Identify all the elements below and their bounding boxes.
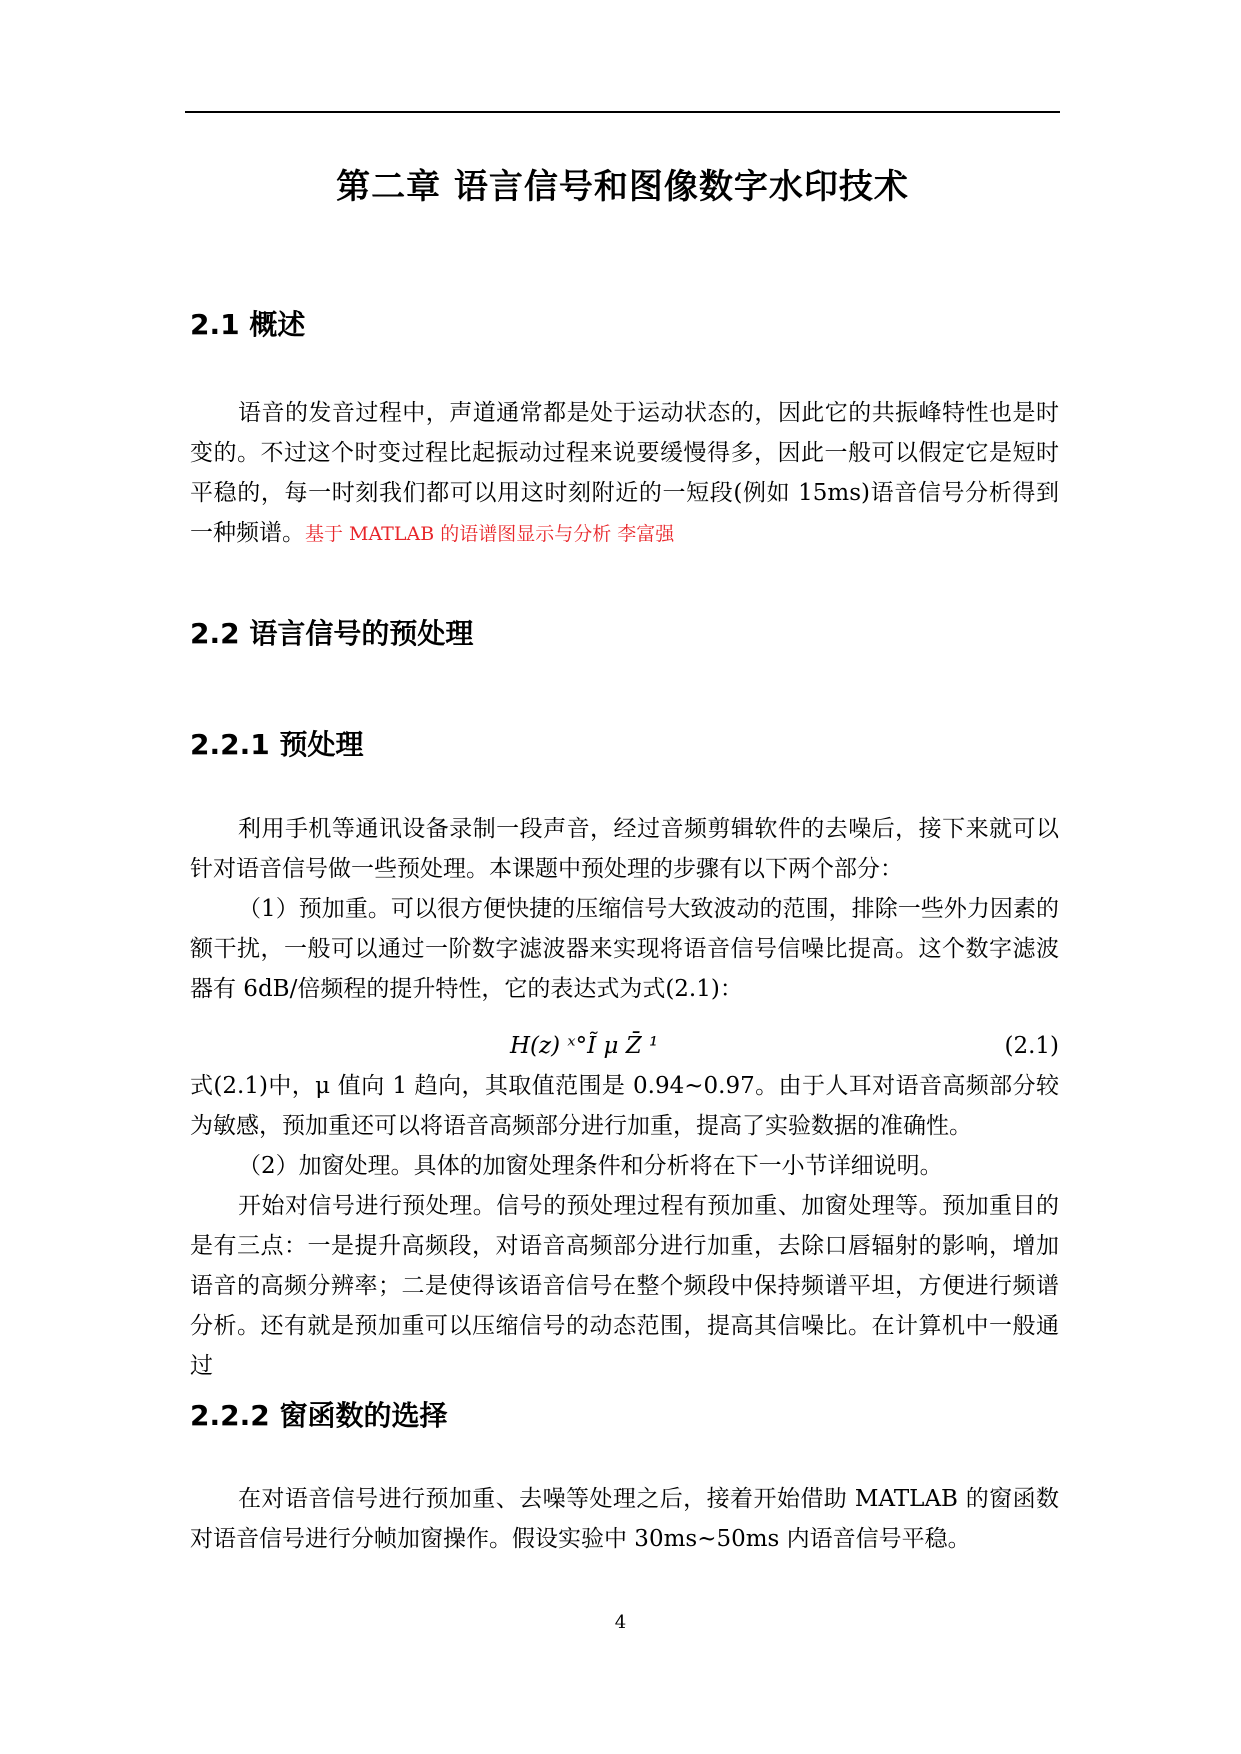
- paragraph-windowing-item: （2）加窗处理。具体的加窗处理条件和分析将在下一小节详细说明。: [238, 1153, 943, 1179]
- section-heading-2-2-2: 2.2.2 窗函数的选择: [190, 1399, 448, 1432]
- section-heading-2-2-1: 2.2.1 预处理: [190, 728, 364, 761]
- header-rule: [185, 111, 1060, 113]
- reference-note: 基于 MATLAB 的语谱图显示与分析 李富强: [305, 523, 675, 545]
- paragraph-overview-text: 语音的发音过程中，声道通常都是处于运动状态的，因此它的共振峰特性也是时变的。不过这个时变过程比起振动过程来说要缓慢得多，因此一般可以假定它是短时平稳的，每一时刻我们都可以用这时刻附近的一短段(例如 15ms)语音信号分析得到一种频谱。: [190, 400, 1059, 546]
- formula-number: (2.1): [1004, 1033, 1059, 1059]
- paragraph-window-function: 在对语音信号进行预加重、去噪等处理之后，接着开始借助 MATLAB 的窗函数对语音信号进行分帧加窗操作。假设实验中 30ms~50ms 内语音信号平稳。: [190, 1486, 1059, 1552]
- paragraph-formula-explanation: 式(2.1)中，μ 值向 1 趋向，其取值范围是 0.94~0.97。由于人耳对语音高频部分较为敏感，预加重还可以将语音高频部分进行加重，提高了实验数据的准确性。: [190, 1073, 1059, 1139]
- chapter-title: 第二章 语言信号和图像数字水印技术: [336, 167, 909, 207]
- paragraph-preprocessing: 开始对信号进行预处理。信号的预处理过程有预加重、加窗处理等。预加重目的是有三点：一是提升高频段，对语音高频部分进行加重，去除口唇辐射的影响，增加语音的高频分辨率；二是使得该语音信号在整个频段中保持频谱平坦，方便进行频谱分析。还有就是预加重可以压缩信号的动态范围，提高其信噪比。在计算机中一般通过: [190, 1193, 1059, 1379]
- page-number: 4: [614, 1612, 627, 1633]
- formula-row: [190, 1026, 1059, 1066]
- paragraph-pre-emphasis: （1）预加重。可以很方便快捷的压缩信号大致波动的范围，排除一些外力因素的额干扰，一般可以通过一阶数字滤波器来实现将语音信号信噪比提高。这个数字滤波器有 6dB/倍频程的提升特性，它的表达式为式(2.1)：: [190, 896, 1059, 1002]
- section-heading-2-1: 2.1 概述: [190, 308, 306, 341]
- section-heading-2-2: 2.2 语言信号的预处理: [190, 617, 474, 650]
- paragraph-overview: [190, 393, 1059, 554]
- formula-2-1: H(z) ˣ°Ĩ μ Z̄ ¹: [510, 1033, 659, 1059]
- paragraph-intro: 利用手机等通讯设备录制一段声音，经过音频剪辑软件的去噪后，接下来就可以针对语音信号做一些预处理。本课题中预处理的步骤有以下两个部分：: [190, 816, 1059, 882]
